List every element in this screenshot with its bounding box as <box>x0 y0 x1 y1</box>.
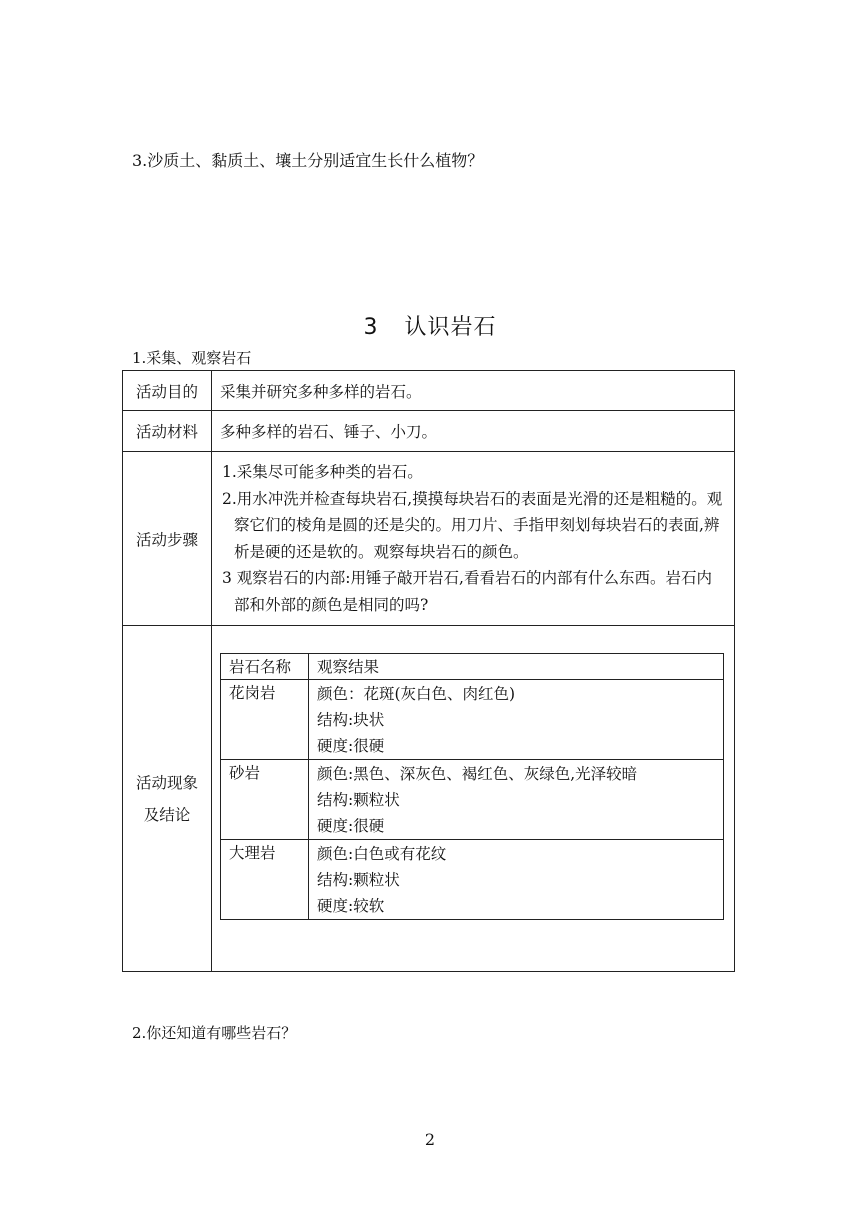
steps-row <box>123 452 735 626</box>
observation-color: 颜色：花斑(灰白色、肉红色) <box>317 685 516 703</box>
lesson-title <box>0 310 860 341</box>
lesson-title-text: 认识岩石 <box>404 315 497 340</box>
section-1-heading: 1.采集、观察岩石 <box>132 349 252 367</box>
observation-hardness: 硬度:很硬 <box>317 737 385 755</box>
step-2: 2.用水冲洗并检查每块岩石,摸摸每块岩石的表面是光滑的还是粗糙的。观察它们的棱角是圆的还是尖的。用刀片、手指甲刻划每块岩石的表面,辨析是硬的还是软的。观察每块岩石的颜色。 <box>222 489 723 561</box>
rock-observation <box>309 840 724 920</box>
purpose-label: 活动目的 <box>123 371 212 411</box>
table-row <box>221 760 724 840</box>
page-number: 2 <box>424 1130 436 1149</box>
observation-hardness: 硬度:较软 <box>317 897 385 915</box>
rock-table-header <box>221 654 724 680</box>
materials-row <box>123 411 735 452</box>
purpose-value: 采集并研究多种多样的岩石。 <box>212 371 735 411</box>
observation-hardness: 硬度:很硬 <box>317 817 385 835</box>
rock-observation-table <box>220 653 724 920</box>
results-cell <box>212 626 735 972</box>
rock-name: 砂岩 <box>221 760 309 840</box>
observation-structure: 结构:块状 <box>317 711 385 729</box>
rock-observation <box>309 680 724 760</box>
step-1: 1.采集尽可能多种类的岩石。 <box>222 463 423 481</box>
steps-cell <box>212 452 735 626</box>
activity-table <box>122 370 735 972</box>
table-row <box>221 840 724 920</box>
header-observation: 观察结果 <box>309 654 724 680</box>
results-label <box>123 626 212 972</box>
results-label-line1: 活动现象 <box>135 773 198 792</box>
materials-value: 多种多样的岩石、锤子、小刀。 <box>212 411 735 452</box>
observation-color: 颜色:白色或有花纹 <box>317 845 447 863</box>
observation-structure: 结构:颗粒状 <box>317 791 400 809</box>
observation-structure: 结构:颗粒状 <box>317 871 400 889</box>
purpose-row <box>123 371 735 411</box>
rock-observation <box>309 760 724 840</box>
question-2: 2.你还知道有哪些岩石？ <box>132 1024 297 1042</box>
rock-name: 花岗岩 <box>221 680 309 760</box>
results-row <box>123 626 735 972</box>
materials-label: 活动材料 <box>123 411 212 452</box>
question-3: 3.沙质土、黏质土、壤土分别适宜生长什么植物？ <box>132 151 484 170</box>
table-row <box>221 680 724 760</box>
rock-name: 大理岩 <box>221 840 309 920</box>
observation-color: 颜色:黑色、深灰色、褐红色、灰绿色,光泽较暗 <box>317 765 638 783</box>
lesson-number: 3 <box>363 315 379 340</box>
results-label-line2: 及结论 <box>143 805 191 824</box>
steps-label: 活动步骤 <box>123 452 212 626</box>
step-3: 3 观察岩石的内部:用锤子敲开岩石,看看岩石的内部有什么东西。岩石内部和外部的颜色是相同的吗? <box>222 569 712 614</box>
header-rock-name: 岩石名称 <box>221 654 309 680</box>
